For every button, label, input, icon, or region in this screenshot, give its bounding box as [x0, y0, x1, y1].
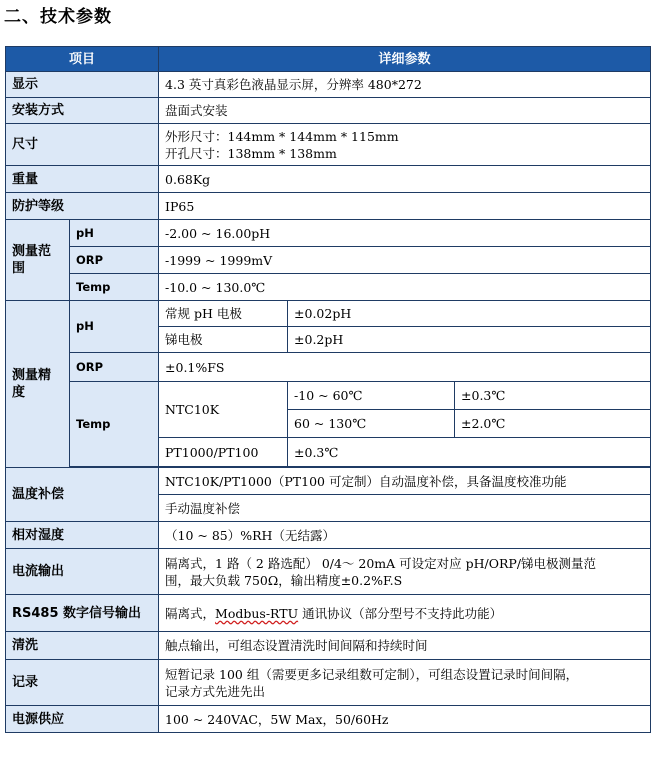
range-ph-label: pH: [70, 220, 159, 247]
size-outer: 外形尺寸：144mm * 144mm * 115mm: [165, 128, 399, 144]
humidity-value: （10 ~ 85）%RH（无结露）: [159, 522, 651, 549]
accuracy-temp-range1-value: ±0.3℃: [455, 382, 651, 410]
rs485-label: RS485 数字信号输出: [6, 595, 159, 632]
weight-label: 重量: [6, 166, 159, 193]
range-ph-value: -2.00 ~ 16.00pH: [159, 220, 651, 247]
rs485-post: 通讯协议（部分型号不支持此功能）: [298, 605, 503, 621]
accuracy-ph-normal: 常规 pH 电极: [159, 301, 288, 327]
rs485-pre: 隔离式，: [165, 605, 216, 621]
accuracy-ph-normal-value: ±0.02pH: [288, 301, 651, 327]
clean-value: 触点输出，可组态设置清洗时间间隔和持续时间: [159, 632, 651, 660]
record-label: 记录: [6, 660, 159, 706]
accuracy-temp-pt: PT1000/PT100: [159, 438, 288, 467]
accuracy-ph-label: pH: [70, 301, 159, 353]
comp-manual: 手动温度补偿: [159, 495, 651, 522]
current-line1: 隔离式，1 路（ 2 路选配） 0/4～ 20mA 可设定对应 pH/ORP/锑电极测量范: [165, 555, 597, 571]
spec-table: [5, 46, 651, 733]
power-label: 电源供应: [6, 706, 159, 733]
accuracy-temp-pt-value: ±0.3℃: [288, 438, 651, 467]
accuracy-orp-label: ORP: [70, 353, 159, 382]
accuracy-orp-value: ±0.1%FS: [159, 353, 651, 382]
install-label: 安装方式: [6, 98, 159, 124]
protection-value: IP65: [159, 193, 651, 220]
rs485-protocol: Modbus-RTU: [215, 605, 299, 621]
size-cutout: 开孔尺寸：138mm * 138mm: [165, 145, 337, 161]
accuracy-ph-antimony-value: ±0.2pH: [288, 327, 651, 353]
range-orp-value: -1999 ~ 1999mV: [159, 247, 651, 274]
current-value: [159, 549, 651, 595]
current-label: 电流输出: [6, 549, 159, 595]
rs485-value: [159, 595, 651, 632]
comp-auto: NTC10K/PT1000（PT100 可定制）自动温度补偿，具备温度校准功能: [159, 468, 651, 495]
comp-label: 温度补偿: [6, 468, 159, 522]
accuracy-temp-range2-value: ±2.0℃: [455, 410, 651, 438]
weight-value: 0.68Kg: [159, 166, 651, 193]
install-value: 盘面式安装: [159, 98, 651, 124]
clean-label: 清洗: [6, 632, 159, 660]
accuracy-temp-range1: -10 ~ 60℃: [288, 382, 455, 410]
range-orp-label: ORP: [70, 247, 159, 274]
accuracy-temp-label: Temp: [70, 382, 159, 467]
record-line2: 记录方式先进先出: [165, 683, 266, 699]
record-line1: 短暂记录 100 组（需要更多记录组数可定制），可组态设置记录时间间隔，: [165, 666, 579, 682]
range-temp-value: -10.0 ~ 130.0℃: [159, 274, 651, 301]
accuracy-temp-ntc: NTC10K: [159, 382, 288, 438]
range-label: 测量范围: [6, 220, 70, 301]
accuracy-label: 测量精度: [6, 301, 70, 468]
size-value: [159, 124, 651, 166]
protection-label: 防护等级: [6, 193, 159, 220]
section-heading: 二、技术参数: [4, 7, 112, 27]
header-detail: 详细参数: [159, 47, 651, 72]
current-line2: 围，最大负载 750Ω，输出精度±0.2%F.S: [165, 572, 403, 588]
header-item: 项目: [6, 47, 159, 72]
humidity-label: 相对湿度: [6, 522, 159, 549]
accuracy-temp-range2: 60 ~ 130℃: [288, 410, 455, 438]
accuracy-ph-antimony: 锑电极: [159, 327, 288, 353]
display-value: 4.3 英寸真彩色液晶显示屏，分辨率 480*272: [159, 72, 651, 98]
size-label: 尺寸: [6, 124, 159, 166]
power-value: 100 ~ 240VAC，5W Max，50/60Hz: [159, 706, 651, 733]
range-temp-label: Temp: [70, 274, 159, 301]
record-value: [159, 660, 651, 706]
display-label: 显示: [6, 72, 159, 98]
